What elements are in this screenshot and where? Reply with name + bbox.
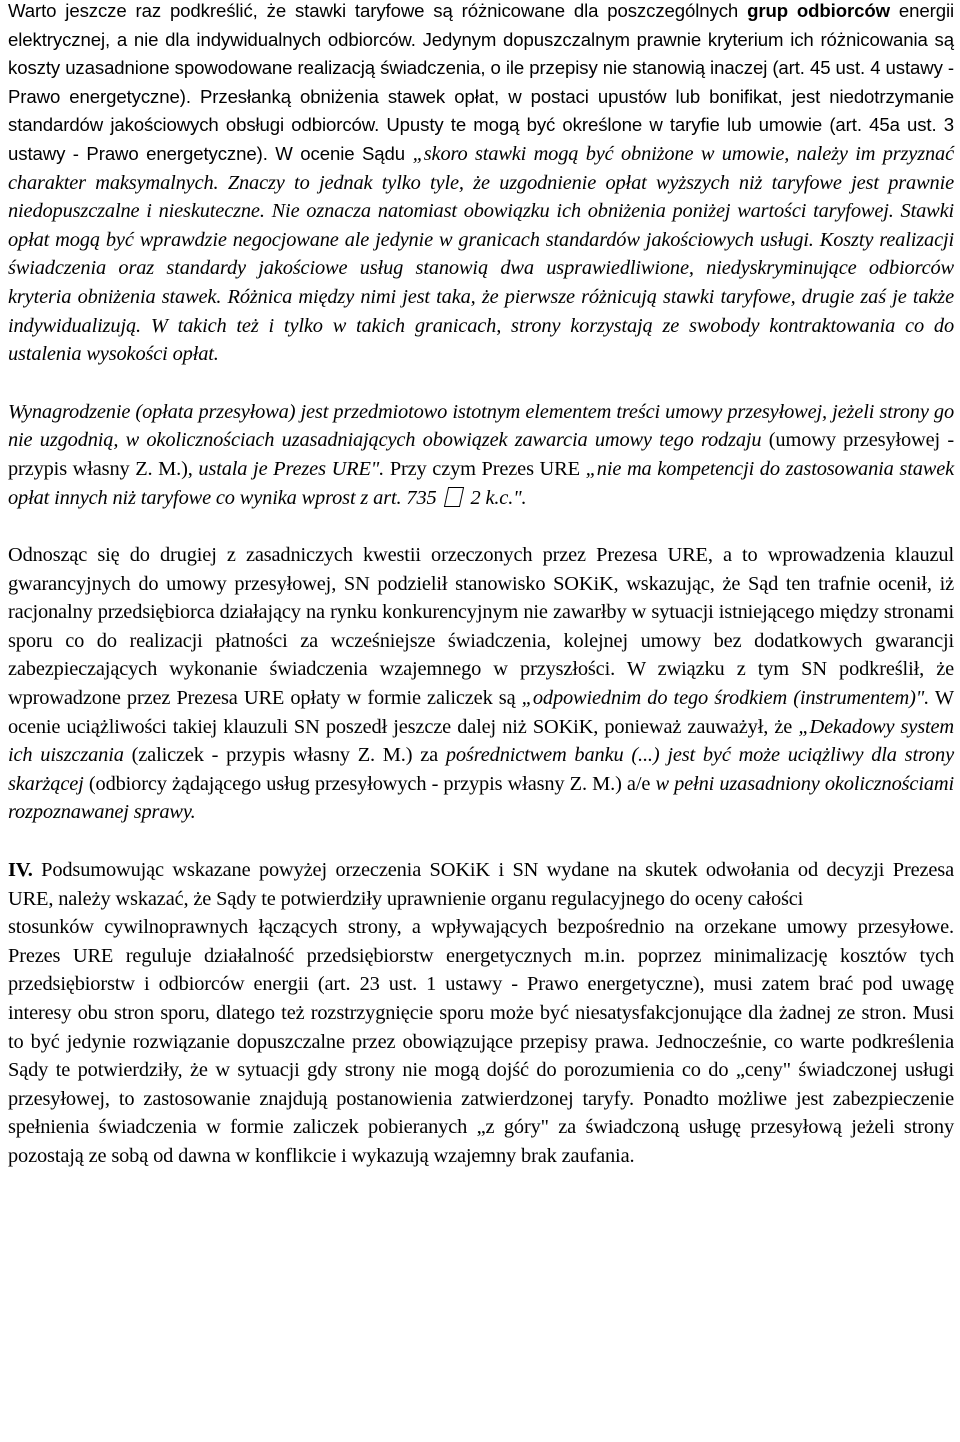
paragraph-tariff-rates (8, 0, 954, 369)
paragraph-guarantee-clauses (8, 541, 954, 827)
section-number: IV. (8, 859, 33, 882)
quote-text: pośrednictwem banku (...) jest być może uciążliwy dla strony skarżącej (8, 744, 954, 795)
text-span: (umowy przesyłowej - przypis własny Z. M.), (8, 429, 954, 480)
paragraph-remuneration (8, 398, 954, 512)
quote-text: ustala je Prezes URE". (198, 457, 385, 480)
section-sign-box-icon (443, 487, 463, 507)
text-span: (odbiorcy żądającego usług przesyłowych - przypis własny Z. M.) a/e (83, 772, 656, 795)
quote-text: „odpowiednim do tego środkiem (instrumentem)". (521, 687, 930, 710)
paragraph-summary-a (8, 856, 954, 913)
court-quote: „skoro stawki mogą być obniżone w umowie, należy im przyznać charakter maksymalnych. Znaczy to jednak tylko tyle, że uzgodnienie opłat wyższych niż taryfowe jest prawnie niedopuszczalne i nieskuteczne. Nie oznacza natomiast obowiązku ich obniżenia poniżej wartości taryfowej. Stawki opłat mogą być wprawdzie negocjowane ale jedynie w granicach standardów jakościowych usługi. Koszty realizacji świadczenia oraz standardy jakościowe usług stanowią dwa usprawiedliwione, niedyskryminujące odbiorców kryteria obniżenia stawek. Różnica między nimi jest taka, że pierwsze różnicują stawki taryfowe, drugie zaś je także indywidualizują. W takich też i tylko w takich granicach, strony korzystają ze swobody kontraktowania co do ustalenia wysokości opłat. (8, 142, 954, 366)
text-span: W ocenie Sądu (275, 142, 413, 164)
quote-text: „Dekadowy system ich uiszczania (8, 715, 954, 767)
paragraph-summary-b (8, 913, 954, 1170)
text-span: stosunków cywilnoprawnych łączących strony, a wpływających bezpośrednio na orzekane umowy przesyłowe. Prezes URE reguluje działalność przedsiębiorstw energetycznych m.in. poprzez minimalizację kosztów tych przedsiębiorstw i odbiorców energii (art. 23 ust. 1 ustawy - Prawo energetyczne), musi zatem brać pod uwagę interesy obu stron sporu, dlatego też rozstrzygnięcie sporu może być niesatysfakcjonujące dla żadnej ze stron. Musi to być jedynie rozwiązanie dopuszczalne przez obowiązujące przepisy prawa. Jednocześnie, co warte podkreślenia Sądy te potwierdziły, że w sytuacji gdy strony nie mogą dojść do porozumienia co do „ceny" świadczonej usługi przesyłowej, to zastosowanie znajdują postanowienia zatwierdzonej taryfy. Ponadto możliwe jest zabezpieczenie spełnienia świadczenia w formie zaliczek pobieranych „z góry" za świadczoną usługę przesyłową jeżeli strony pozostają ze sobą od dawna w konflikcie i wykazują wzajemny brak zaufania. (8, 916, 954, 1167)
quote-text: Wynagrodzenie (opłata przesyłowa) jest przedmiotowo istotnym elementem treści umowy przesyłowej, jeżeli strony go nie uzgodnią, w okolicznościach uzasadniających obowiązek zawarcia umowy tego rodzaju (8, 400, 954, 452)
text-span: Podsumowując wskazane powyżej orzeczenia SOKiK i SN wydane na skutek odwołania od decyzji Prezesa URE, należy wskazać, że Sądy te potwierdziły uprawnienie organu regulacyjnego do oceny całości (8, 859, 954, 910)
text-span: Warto jeszcze raz podkreślić, że stawki taryfowe są różnicowane dla poszczególnych (8, 0, 748, 21)
text-span: (zaliczek - przypis własny Z. M.) za (123, 744, 446, 767)
text-span: Przy czym Prezes URE (384, 457, 586, 480)
text-span: energii elektrycznej, a nie dla indywidualnych odbiorców. Jedynym dopuszczalnym prawnie kryterium ich różnicowania są koszty uzasadnione spowodowane realizacją świadczenia, o ile przepisy nie stanowią inaczej (art. 45 ust. 4 ustawy - Prawo energetyczne). Przesłanką obniżenia stawek opłat, w postaci upustów lub bonifikat, jest niedotrzymanie standardów jakościowych obsługi odbiorców. Upusty te mogą być określone w taryfie lub umowie (art. 45a ust. 3 ustawy - Prawo energetyczne). (8, 0, 955, 164)
text-span: Odnosząc się do drugiej z zasadniczych kwestii orzeczonych przez Prezesa URE, a to wprowadzenia klauzul gwarancyjnych do umowy przesyłowej, SN podzielił stanowisko SOKiK, wskazując, że Sąd ten trafnie ocenił, iż racjonalny przedsiębiorca działający na rynku konkurencyjnym nie zawarłby w sytuacji istniejącego między stronami sporu co do realizacji płatności za wcześniejsze świadczenia, kolejnej umowy bez dodatkowych gwarancji zabezpieczających wykonanie świadczenia wzajemnego w przyszłości. W związku z tym SN podkreślił, że wprowadzone przez Prezesa URE opłaty w formie zaliczek są (8, 544, 954, 710)
paragraph-gap (8, 827, 954, 856)
paragraph-gap (8, 512, 954, 541)
quote-text: w pełni uzasadniony okolicznościami rozpoznawanej sprawy. (8, 772, 954, 824)
quote-text: 2 k.c.". (465, 486, 527, 509)
paragraph-gap (8, 369, 954, 398)
text-span: W ocenie uciążliwości takiej klauzuli SN poszedł jeszcze dalej niż SOKiK, ponieważ zauważył, że (8, 687, 954, 738)
bold-text: grup odbiorców (747, 0, 890, 21)
quote-text: „nie ma kompetencji do zastosowania stawek opłat innych niż taryfowe co wynika wprost z art. 735 (8, 457, 954, 509)
